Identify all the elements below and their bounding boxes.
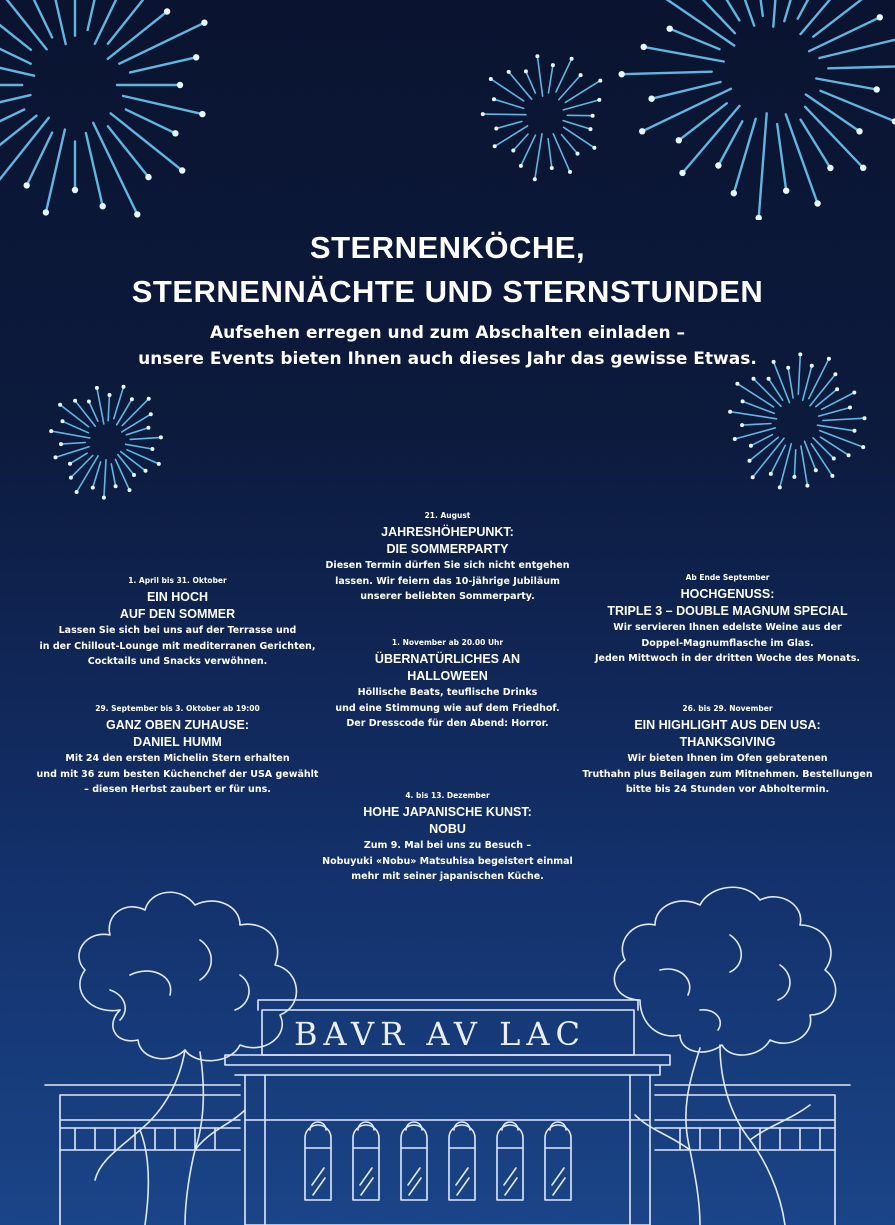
firework-ray	[563, 100, 599, 110]
firework-spark	[114, 484, 118, 488]
left-wing	[45, 1085, 240, 1225]
event-heading-line: DIE SOMMERPARTY	[386, 542, 509, 556]
subtitle-line-2: unsere Events bieten Ihnen auch dieses Jahr das gewisse Etwas.	[138, 349, 757, 369]
event-desc-line: Höllische Beats, teuflische Drinks	[357, 687, 538, 698]
firework-spark	[863, 416, 867, 420]
firework-ray	[483, 114, 526, 115]
firework-ray	[737, 384, 773, 407]
event-description	[580, 751, 875, 798]
firework-top-center	[475, 45, 615, 185]
firework-ray	[743, 401, 775, 413]
firework-spark	[69, 476, 73, 480]
firework-ray	[801, 120, 831, 168]
firework-spark	[493, 144, 497, 148]
firework-spark	[193, 54, 199, 60]
firework-ray	[513, 134, 528, 150]
event-heading-line: ÜBERNATÜRLICHES AN	[374, 652, 521, 666]
firework-ray	[794, 450, 795, 477]
firework-spark	[814, 468, 818, 472]
firework-spark	[524, 69, 528, 73]
firework-ray	[828, 66, 895, 68]
event-sommerparty	[300, 510, 595, 605]
firework-spark	[847, 453, 851, 457]
firework-ray	[104, 460, 106, 498]
firework-ray	[777, 124, 786, 191]
firework-spark	[592, 146, 596, 150]
firework-spark	[157, 462, 161, 466]
firework-ray	[2, 0, 47, 49]
firework-ray	[786, 114, 818, 203]
firework-ray	[496, 121, 522, 128]
event-heading-line: JAHRESHÖHEPUNKT:	[381, 525, 514, 539]
event-desc-line: Cocktails und Snacks verwöhnen.	[87, 656, 268, 667]
tree-left-trunk	[95, 1050, 245, 1225]
firework-spark	[860, 165, 866, 171]
firework-ray	[823, 418, 865, 420]
firework-ray	[108, 12, 167, 59]
firework-ray	[108, 395, 109, 421]
firework-ray	[130, 57, 196, 72]
firework-spark	[147, 397, 151, 401]
firework-ray	[86, 133, 103, 206]
firework-ray	[805, 107, 863, 168]
event-date: 26. bis 29. November	[682, 704, 773, 713]
firework-ray	[61, 443, 85, 445]
event-heading	[585, 586, 870, 620]
firework-spark	[769, 472, 773, 476]
firework-ray	[70, 453, 87, 464]
event-desc-line: und mit 36 zum besten Küchenchef der USA gewählt	[36, 768, 319, 780]
event-desc-line: Mit 24 den ersten Michelin Stern erhalten	[65, 753, 290, 764]
firework-spark	[740, 423, 744, 427]
firework-ray	[813, 438, 834, 459]
firework-spark	[735, 382, 739, 386]
firework-spark	[519, 164, 523, 168]
event-heading-line: EIN HOCH	[146, 590, 209, 604]
event-heading-line: TRIPLE 3 – DOUBLE MAGNUM SPECIAL	[607, 604, 848, 618]
firework-spark	[805, 484, 809, 488]
firework-ray	[0, 116, 37, 159]
event-description	[300, 838, 595, 885]
event-heading	[30, 717, 325, 751]
firework-ray	[535, 134, 542, 180]
firework-spark	[619, 71, 625, 77]
firework-ray	[652, 82, 721, 99]
event-desc-line: unserer beliebten Sommerparty.	[360, 591, 535, 602]
firework-ray	[562, 135, 578, 154]
firework-spark	[756, 215, 762, 220]
firework-spark	[814, 200, 820, 206]
event-date: Ab Ende September	[685, 573, 770, 582]
firework-ray	[801, 446, 808, 486]
firework-ray	[95, 0, 124, 44]
firework-spark	[481, 112, 485, 116]
firework-top-left	[0, 0, 240, 230]
event-heading-line: NOBU	[429, 822, 466, 836]
firework-spark	[492, 97, 496, 101]
firework-ray	[75, 401, 95, 426]
firework-spark	[715, 162, 721, 168]
firework-ray	[750, 437, 779, 460]
firework-spark	[108, 393, 112, 397]
firework-spark	[128, 488, 132, 492]
event-hoch-sommer	[30, 575, 325, 670]
event-desc-line: Wir bieten Ihnen im Ofen gebratenen	[627, 753, 828, 764]
event-daniel-humm	[30, 703, 325, 798]
event-heading-line: HOCHGENUSS:	[680, 587, 775, 601]
firework-ray	[818, 425, 855, 431]
tree-right-canopy	[614, 887, 835, 1055]
event-heading-line: EIN HIGHLIGHT AUS DEN USA:	[634, 718, 821, 732]
firework-spark	[58, 403, 62, 407]
firework-spark	[832, 457, 836, 461]
firework-ray	[108, 126, 149, 177]
firework-spark	[752, 377, 756, 381]
firework-ray	[679, 103, 727, 140]
event-desc-line: bitte bis 24 Stunden vor Abholtermin.	[625, 784, 830, 795]
firework-ray	[780, 444, 792, 488]
firework-ray	[71, 456, 93, 478]
event-desc-line: lassen. Wir feiern das 10-jährige Jubiläum	[335, 575, 560, 587]
firework-spark	[728, 410, 732, 414]
firework-spark	[676, 137, 682, 143]
event-date: 21. August	[424, 511, 471, 520]
firework-spark	[853, 429, 857, 433]
firework-ray	[89, 402, 98, 422]
firework-spark	[731, 190, 737, 196]
event-desc-line: und eine Stimmung wie auf dem Friedhof.	[335, 702, 560, 714]
arched-windows	[305, 1122, 571, 1200]
firework-ray	[644, 47, 724, 62]
firework-ray	[537, 56, 542, 96]
firework-spark	[95, 386, 99, 390]
firework-ray	[114, 387, 124, 419]
firework-spark	[172, 130, 178, 136]
firework-ray	[750, 0, 763, 16]
firework-spark	[43, 209, 49, 215]
firework-spark	[164, 8, 170, 14]
firework-spark	[570, 57, 574, 61]
firework-spark	[134, 211, 140, 217]
firework-spark	[73, 399, 77, 403]
firework-ray	[51, 431, 90, 438]
event-heading	[580, 717, 875, 751]
firework-ray	[773, 0, 780, 27]
firework-spark	[598, 79, 602, 83]
hotel-sign-text: BAVR AV LAC	[293, 1015, 587, 1053]
event-description	[300, 558, 595, 605]
firework-spark	[511, 149, 515, 153]
firework-ray	[742, 424, 771, 426]
firework-spark	[535, 54, 539, 58]
firework-ray	[60, 405, 89, 427]
firework-ray	[549, 65, 553, 93]
event-desc-line: Doppel-Magnumflasche im Glas.	[641, 637, 814, 649]
firework-spark	[507, 70, 511, 74]
event-nobu	[300, 790, 595, 885]
event-heading-line: HOHE JAPANISCHE KUNST:	[363, 805, 532, 819]
firework-ray	[111, 464, 115, 486]
firework-spark	[75, 490, 79, 494]
firework-ray	[730, 412, 776, 419]
firework-ray	[820, 431, 864, 448]
firework-spark	[835, 387, 839, 391]
event-description	[30, 751, 325, 798]
event-date: 1. April bis 31. Oktober	[128, 576, 227, 585]
firework-ray	[816, 389, 837, 406]
firework-ray	[122, 399, 148, 426]
firework-spark	[100, 203, 106, 209]
page-subtitle	[0, 320, 895, 372]
firework-ray	[806, 95, 860, 132]
firework-ray	[563, 121, 590, 130]
firework-spark	[748, 459, 752, 463]
event-heading-line: DANIEL HUMM	[133, 735, 222, 749]
firework-spark	[749, 444, 753, 448]
firework-spark	[494, 127, 498, 131]
firework-spark	[877, 14, 883, 20]
firework-spark	[778, 485, 782, 489]
subtitle-line-1: Aufsehen erregen und zum Abschalten einladen –	[209, 323, 685, 343]
firework-spark	[132, 473, 136, 477]
right-wing	[655, 1085, 850, 1225]
firework-spark	[767, 377, 771, 381]
firework-spark	[827, 165, 833, 171]
event-date: 1. November ab 20.00 Uhr	[391, 638, 504, 647]
firework-spark	[489, 77, 493, 81]
firework-ray	[126, 428, 148, 435]
event-halloween	[300, 637, 595, 732]
firework-spark	[533, 177, 537, 181]
firework-ray	[788, 368, 793, 398]
event-heading-line: AUF DEN SOMMER	[119, 607, 236, 621]
firework-ray	[93, 462, 101, 488]
firework-spark	[639, 128, 645, 134]
firework-spark	[856, 128, 862, 134]
event-heading-line: THANKSGIVING	[679, 735, 776, 749]
firework-ray	[729, 0, 754, 26]
firework-spark	[648, 96, 654, 102]
firework-ray	[123, 96, 202, 114]
firework-ray	[816, 79, 876, 90]
firework-ray	[126, 444, 153, 449]
firework-spark	[87, 400, 91, 404]
firework-spark	[667, 26, 673, 32]
firework-ray	[494, 99, 524, 108]
firework-spark	[550, 166, 554, 170]
event-date: 4. bis 13. Dezember	[405, 791, 490, 800]
event-desc-line: Wir servieren Ihnen edelste Weine aus der	[613, 622, 842, 633]
firework-spark	[792, 475, 796, 479]
firework-ray	[495, 126, 528, 146]
firework-ray	[771, 445, 786, 474]
event-desc-line: Lassen Sie sich bei uns auf der Terrasse und	[58, 625, 297, 636]
firework-ray	[491, 79, 524, 101]
firework-spark	[199, 111, 205, 117]
event-heading-line: HALLOWEEN	[407, 669, 488, 683]
title-line-2: STERNENNÄCHTE UND STERNSTUNDEN	[131, 274, 764, 309]
firework-ray	[0, 95, 31, 113]
firework-spark	[783, 188, 789, 194]
firework-spark	[579, 73, 583, 77]
firework-spark	[24, 182, 30, 188]
event-description	[585, 620, 870, 667]
event-desc-line: Der Dresscode für den Abend: Horror.	[346, 718, 549, 729]
firework-spark	[91, 486, 95, 490]
firework-spark	[49, 429, 53, 433]
firework-spark	[568, 170, 572, 174]
firework-spark	[201, 20, 207, 26]
firework-ray	[819, 35, 895, 58]
firework-spark	[861, 445, 865, 449]
firework-spark	[641, 44, 647, 50]
tree-right-trunk	[635, 1045, 810, 1225]
firework-ray	[696, 0, 740, 20]
event-description	[30, 623, 325, 670]
event-desc-line: Zum 9. Mal bei uns zu Besuch –	[363, 840, 532, 851]
firework-spark	[61, 419, 65, 423]
event-desc-line: – diesen Herbst zaubert er für uns.	[84, 784, 271, 795]
firework-spark	[144, 469, 148, 473]
firework-spark	[589, 127, 593, 131]
firework-ray	[553, 134, 570, 172]
firework-spark	[576, 152, 580, 156]
firework-spark	[679, 170, 685, 176]
firework-spark	[146, 426, 150, 430]
firework-ray	[759, 113, 767, 218]
event-heading	[300, 524, 595, 558]
firework-spark	[179, 167, 185, 173]
firework-ray	[821, 91, 895, 122]
event-thanksgiving	[580, 703, 875, 798]
firework-spark	[177, 82, 183, 88]
event-desc-line: Diesen Termin dürfen Sie sich nicht entgehen	[325, 560, 570, 571]
event-desc-line: Nobuyuki «Nobu» Matsuhisa begeistert einmal	[322, 855, 573, 867]
firework-spark	[68, 462, 72, 466]
firework-spark	[130, 397, 134, 401]
firework-ray	[88, 0, 105, 30]
event-desc-line: mehr mit seiner japanischen Küche.	[351, 871, 544, 882]
firework-spark	[122, 385, 126, 389]
firework-spark	[591, 114, 595, 118]
event-desc-line: Truthahn plus Beilagen zum Mitnehmen. Bestellungen	[582, 768, 873, 780]
firework-spark	[830, 474, 834, 478]
event-desc-line: in der Chillout-Lounge mit mediterranen Gerichten,	[39, 640, 316, 652]
firework-mid-left	[42, 376, 172, 506]
title-line-1: STERNENKÖCHE,	[309, 230, 586, 265]
firework-spark	[72, 187, 78, 193]
firework-ray	[130, 437, 161, 439]
firework-ray	[127, 450, 159, 464]
firework-ray	[126, 110, 176, 134]
event-heading	[300, 804, 595, 838]
firework-ray	[121, 452, 146, 471]
event-description	[300, 685, 595, 732]
firework-spark	[733, 437, 737, 441]
firework-ray	[118, 455, 134, 475]
firework-top-right	[610, 0, 895, 220]
firework-ray	[805, 441, 816, 470]
firework-spark	[833, 372, 837, 376]
firework-spark	[102, 496, 106, 500]
event-desc-line: Jeden Mittwoch in der dritten Woche des Monats.	[595, 653, 860, 664]
firework-ray	[116, 460, 130, 491]
firework-spark	[751, 475, 755, 479]
firework-spark	[150, 447, 154, 451]
page-title	[0, 226, 895, 314]
firework-ray	[526, 71, 536, 93]
firework-spark	[551, 63, 555, 67]
firework-spark	[874, 86, 880, 92]
event-date: 29. September bis 3. Oktober ab 19:00	[95, 704, 260, 713]
firework-spark	[145, 174, 151, 180]
firework-spark	[597, 98, 601, 102]
firework-ray	[0, 56, 34, 76]
main-facade	[225, 1055, 670, 1225]
firework-spark	[852, 391, 856, 395]
firework-spark	[741, 399, 745, 403]
firework-ray	[0, 37, 31, 64]
event-heading	[300, 651, 595, 685]
event-heading	[30, 589, 325, 623]
firework-ray	[735, 428, 776, 439]
firework-ray	[47, 0, 65, 44]
firework-spark	[149, 412, 153, 416]
firework-ray	[97, 388, 104, 424]
firework-spark	[59, 442, 63, 446]
firework-ray	[691, 0, 735, 33]
firework-spark	[54, 455, 58, 459]
event-heading-line: GANZ OBEN ZUHAUSE:	[105, 718, 250, 732]
firework-spark	[159, 435, 163, 439]
event-hochgenuss	[585, 572, 870, 667]
firework-ray	[622, 72, 712, 75]
firework-ray	[565, 81, 600, 103]
firework-ray	[548, 139, 552, 168]
firework-spark	[848, 406, 852, 410]
